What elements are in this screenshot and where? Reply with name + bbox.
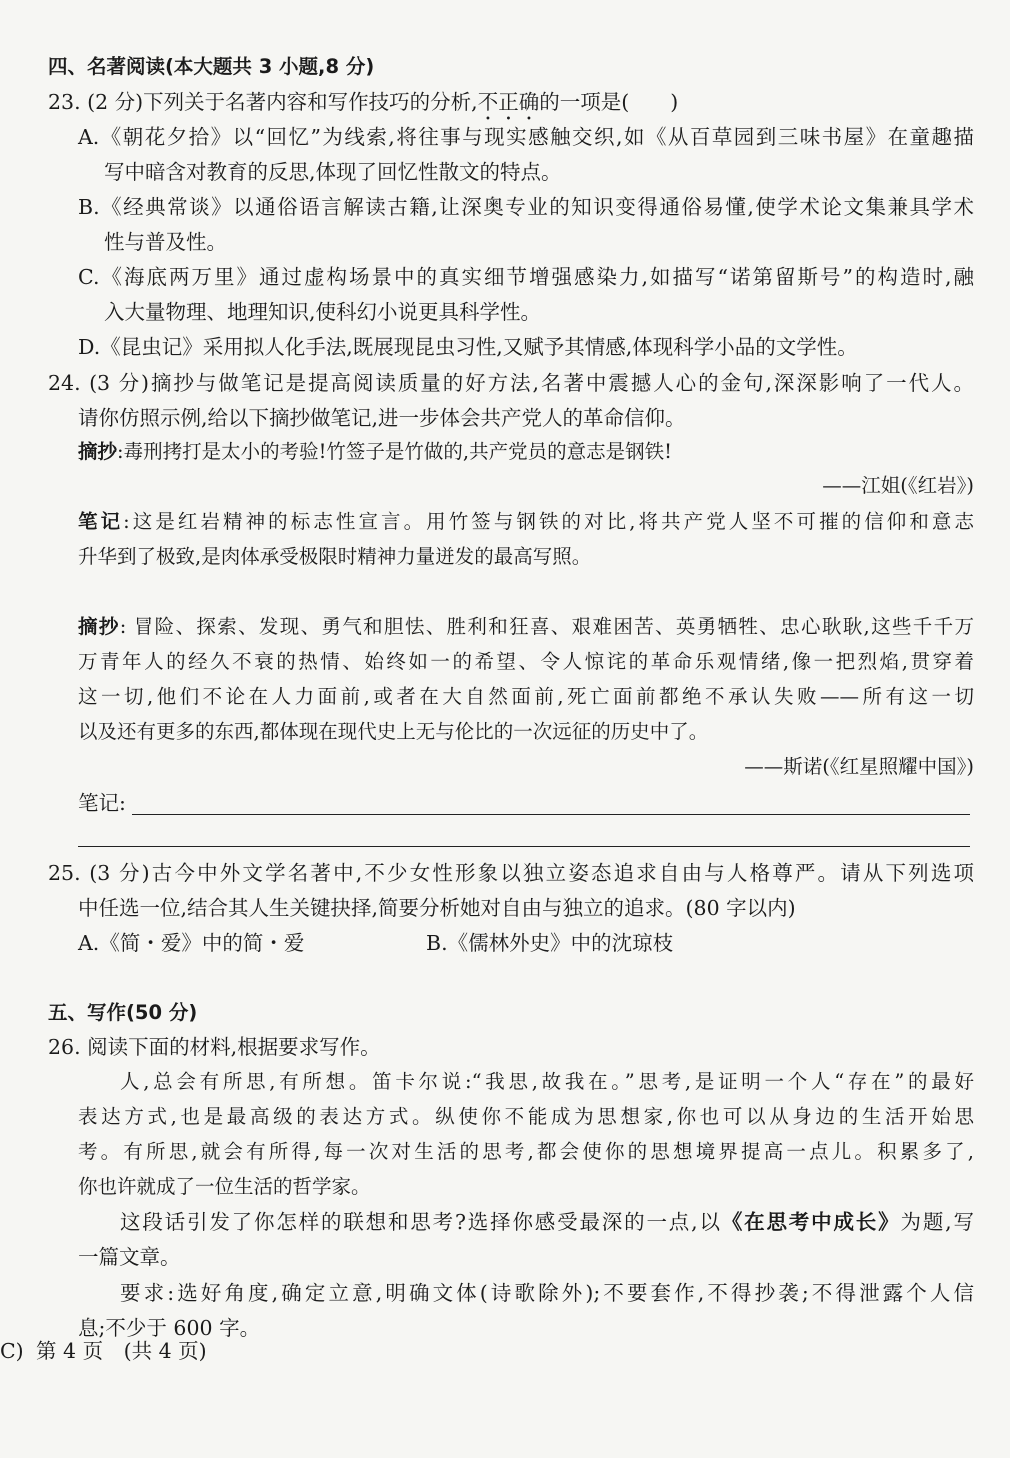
q26-requirements-line-1: 要求:选好角度,确定立意,明确文体(诗歌除外);不要套作,不得抄袭;不得泄露个人信 (120, 1281, 974, 1305)
q23-option-d: D.《昆虫记》采用拟人化手法,既展现昆虫习性,又赋予其情感,体现科学小品的文学性。 (78, 335, 858, 359)
q24-excerpt-line-3: 这一切,他们不论在人力面前,或者在大自然面前,死亡面前都绝不承认失败——所有这一切 (78, 685, 974, 708)
q24-example-note-text: :这是红岩精神的标志性宣言。用竹签与钢铁的对比,将共产党人坚不可摧的信仰和意志 (123, 510, 974, 533)
q24-excerpt-line-2: 万青年人的经久不衰的热情、始终如一的希望、令人惊诧的革命乐观情绪,像一把烈焰,贯穿着 (78, 650, 974, 673)
q24-answer-blank-2[interactable] (78, 846, 970, 847)
q26-prompt-text-b: 为题,写 (900, 1210, 974, 1234)
q24-excerpt-text-1: : 冒险、探索、发现、勇气和胆怯、胜利和狂喜、艰难困苦、英勇牺牲、忠心耿耿,这些千千万 (119, 615, 974, 638)
question-23-stem (48, 87, 974, 125)
q24-excerpt-line-4: 以及还有更多的东西,都体现在现代史上无与伦比的一次远征的历史中了。 (78, 720, 709, 743)
q23-option-c-line-2: 入大量物理、地理知识,使科幻小说更具科学性。 (104, 300, 542, 324)
q26-material-line-1: 人,总会有所思,有所想。笛卡尔说:“我思,故我在。”思考,是证明一个人“存在”的最好 (120, 1070, 974, 1093)
q25-stem-line-1: 25. (3 分)古今中外文学名著中,不少女性形象以独立姿态追求自由与人格尊严。请从下列选项 (48, 861, 974, 885)
q26-essay-title: 《在思考中成长》 (721, 1210, 901, 1234)
q23-stem-part-b: 的一项是( ) (539, 90, 679, 114)
q26-prompt-text-a: 这段话引发了你怎样的联想和思考?选择你感受最深的一点,以 (120, 1210, 722, 1234)
q24-answer-blank-1[interactable] (132, 814, 970, 815)
q24-example-note-line-1 (78, 507, 974, 537)
q24-excerpt-label: 摘抄 (78, 615, 120, 638)
q23-option-a-line-2: 写中暗含对教育的反思,体现了回忆性散文的特点。 (104, 160, 562, 184)
q26-material-line-4: 你也许就成了一位生活的哲学家。 (78, 1175, 371, 1198)
q26-material-line-3: 考。有所思,就会有所得,每一次对生活的思考,都会使你的思想境界提高一点儿。积累多了, (78, 1140, 974, 1163)
q23-option-b-line-2: 性与普及性。 (104, 230, 227, 254)
q24-stem-line-2: 请你仿照示例,给以下摘抄做笔记,进一步体会共产党人的革命信仰。 (78, 406, 686, 430)
q25-stem-line-2: 中任选一位,结合其人生关键抉择,简要分析她对自由与独立的追求。(80 字以内) (78, 896, 796, 920)
section-5-heading: 五、写作(50 分) (48, 1001, 198, 1024)
footer-edge-mark: C) (0, 1339, 24, 1363)
q26-stem: 26. 阅读下面的材料,根据要求写作。 (48, 1035, 381, 1059)
q24-example-excerpt-text: :毒刑拷打是太小的考验!竹签子是竹做的,共产党员的意志是钢铁! (117, 440, 672, 463)
q24-example-note-label: 笔记 (78, 510, 124, 533)
q26-prompt-line-1 (120, 1207, 974, 1237)
q23-option-a-line-1: A.《朝花夕拾》以“回忆”为线索,将往事与现实感触交织,如《从百草园到三味书屋》在童趣描 (78, 125, 974, 149)
q24-stem-line-1: 24. (3 分)摘抄与做笔记是提高阅读质量的好方法,名著中震撼人心的金句,深深影响了一代人。 (48, 371, 974, 395)
q24-excerpt-line-1 (78, 612, 974, 642)
section-4-heading: 四、名著阅读(本大题共 3 小题,8 分) (48, 55, 375, 78)
q24-excerpt-source: ——斯诺(《红星照耀中国》) (744, 755, 974, 778)
q23-option-c-line-1: C.《海底两万里》通过虚构场景中的真实细节增强感染力,如描写“诺第留斯号”的构造时,融 (78, 265, 974, 289)
q24-example-source: ——江姐(《红岩》) (822, 474, 974, 497)
q25-option-a: A.《简・爱》中的简・爱 (78, 931, 305, 955)
q24-example-excerpt (78, 437, 974, 467)
q24-example-excerpt-label: 摘抄 (78, 440, 118, 463)
q23-stem-part-a: 23. (2 分)下列关于名著内容和写作技巧的分析, (48, 90, 478, 114)
q26-material-line-2: 表达方式,也是最高级的表达方式。纵使你不能成为思想家,你也可以从身边的生活开始思 (78, 1105, 974, 1128)
q26-prompt-line-2: 一篇文章。 (78, 1245, 181, 1269)
q26-requirements-line-2: 息;不少于 600 字。 (78, 1316, 261, 1340)
q24-example-note-line-2: 升华到了极致,是肉体承受极限时精神力量迸发的最高写照。 (78, 545, 592, 568)
q23-option-b-line-1: B.《经典常谈》以通俗语言解读古籍,让深奥专业的知识变得通俗易懂,使学术论文集兼具学术 (78, 195, 974, 219)
footer-page-number: 第 4 页 (共 4 页) (36, 1339, 207, 1363)
q24-answer-label: 笔记: (78, 791, 126, 815)
q25-option-b: B.《儒林外史》中的沈琼枝 (426, 931, 674, 955)
q23-emphasis-not-correct: 不正确 (477, 90, 540, 114)
